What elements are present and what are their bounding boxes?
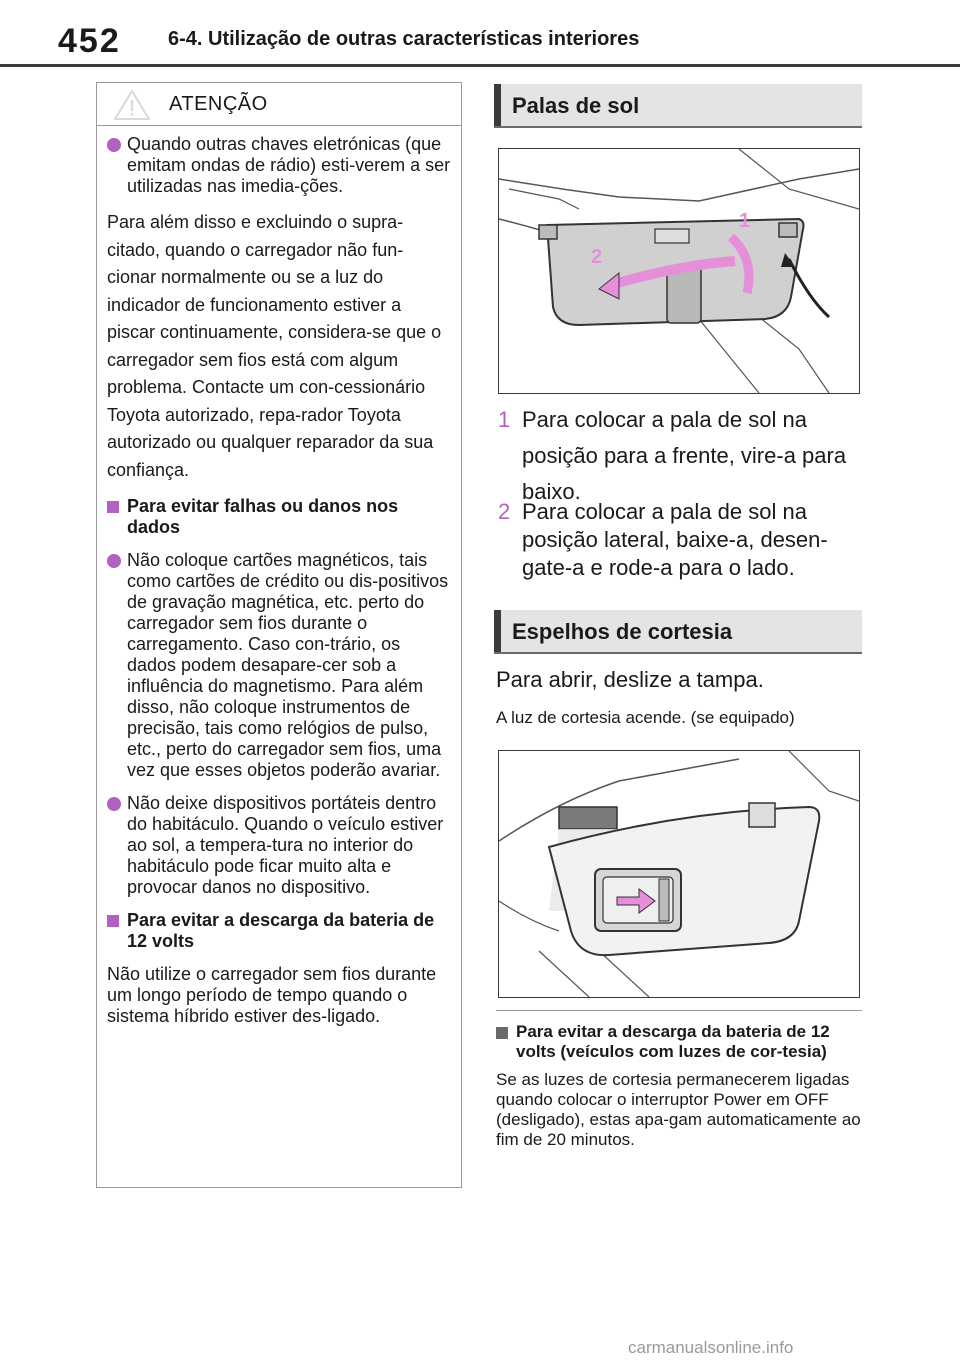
bullet-dot [107, 138, 121, 152]
section-heading-sun-visors [494, 84, 862, 128]
heading-text: Palas de sol [512, 93, 640, 118]
warning-title: ATENÇÃO [169, 93, 268, 115]
watermark: carmanualsonline.info [628, 1338, 794, 1357]
square-bullet [496, 1027, 508, 1039]
bullet-item [107, 134, 451, 197]
warning-triangle-icon [113, 89, 151, 126]
divider [496, 1010, 862, 1011]
mirror-instruction: Para abrir, deslize a tampa. [496, 667, 764, 692]
section-title: 6-4. Utilização de outras características interiores [168, 28, 640, 50]
warning-body [97, 126, 461, 1027]
bullet-dot [107, 554, 121, 568]
heading-text: Espelhos de cortesia [512, 619, 733, 644]
heading-accent [494, 84, 501, 126]
vanity-mirror-illustration [498, 750, 860, 998]
warning-box [96, 82, 462, 1188]
battery-text: Se as luzes de cortesia permanecerem ligadas quando colocar o interruptor Power em OFF (desligado), estas apa-gam automaticamente ao fim de 20 minutos. [496, 1070, 861, 1149]
square-bullet [107, 915, 119, 927]
subheading-item [107, 496, 451, 538]
subheading-item [107, 910, 451, 952]
page-number: 452 [58, 22, 121, 60]
bullet-dot [107, 797, 121, 811]
step-number: 1 [498, 407, 511, 432]
subheading-text: Para evitar falhas ou danos nos dados [127, 496, 399, 537]
mirror-note: A luz de cortesia acende. (se equipado) [496, 708, 795, 727]
subheading-text: Para evitar a descarga da bateria de 12 volts [127, 910, 435, 951]
bullet-item [107, 550, 451, 781]
warning-paragraph: Não utilize o carregador sem fios durante um longo período de tempo quando o sistema híbrido estiver des-ligado. [107, 964, 437, 1026]
step-number: 2 [498, 499, 511, 524]
square-bullet [107, 501, 119, 513]
sun-visor-illustration [498, 148, 860, 394]
figure-label-1: 1 [739, 210, 751, 232]
subheading-text: Para evitar a descarga da bateria de 12 volts (veículos com luzes de cor-tesia) [516, 1022, 830, 1061]
warning-paragraph: Para além disso e excluindo o supra-citado, quando o carregador não fun-cionar normalmente ou se a luz do indicador de funcionamento estiver a piscar continuamente, considera-se que o carregador sem fios está com algum problema. Contacte um con-cessionário Toyota autorizado, repa-rador Toyota autorizado ou qualquer reparador da sua confiança. [107, 212, 442, 480]
step-1 [498, 402, 862, 510]
bullet-text: Quando outras chaves eletrónicas (que emitam ondas de rádio) esti-verem a ser utilizadas nas imedia-ções. [127, 134, 451, 196]
step-text: Para colocar a pala de sol na posição lateral, baixe-a, desen-gate-a e rode-a para o lado. [522, 499, 828, 580]
bullet-text: Não deixe dispositivos portáteis dentro do habitáculo. Quando o veículo estiver ao sol, a tempera-tura no interior do habitáculo pode ficar muito alta e provocar danos no dispositivo. [127, 793, 444, 897]
bullet-item [107, 793, 451, 898]
battery-note [496, 1022, 866, 1150]
heading-accent [494, 610, 501, 652]
section-heading-mirrors [494, 610, 862, 654]
header-rule [0, 64, 960, 67]
bullet-text: Não coloque cartões magnéticos, tais como cartões de crédito ou dis-positivos de gravação magnética, etc. perto do carregador sem fios durante o carregamento. Caso con-trário, os dados podem desapare-cer sob a influência do magnetismo. Para além disso, não coloque instrumentos de precisão, tais como relógios de pulso, etc., perto do carregador sem fios, uma vez que esses objetos poderão avariar. [127, 550, 449, 780]
warning-header [97, 83, 461, 126]
subheading-item [496, 1022, 866, 1062]
step-text: Para colocar a pala de sol na posição para a frente, vire-a para baixo. [522, 407, 847, 504]
figure-label-2: 2 [591, 246, 603, 268]
step-2 [498, 498, 862, 582]
